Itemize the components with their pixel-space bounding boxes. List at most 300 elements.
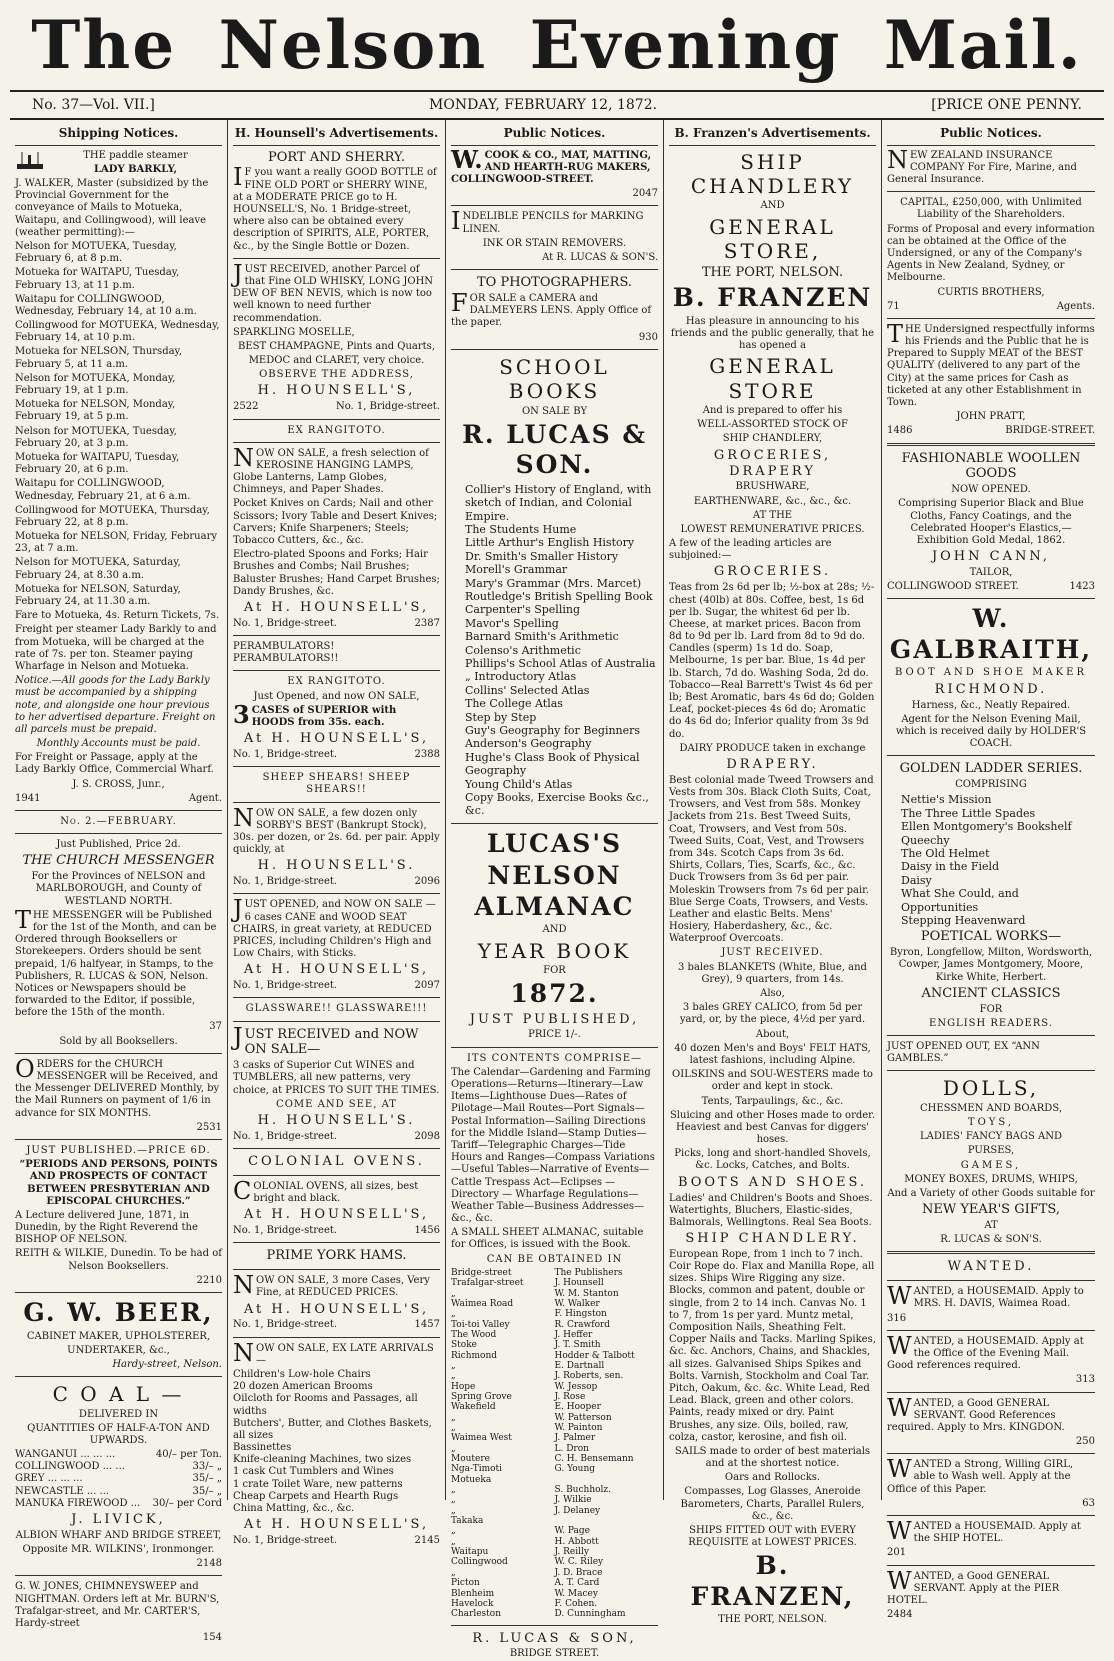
column-hounsell — [228, 120, 446, 1547]
whisky-text: JUST RECEIVED, another Parcel of that Fine OLD WHISKY, LONG JOHN DEW OF BEN NEVIS, which is now too well known to need further recommendation. — [233, 259, 434, 324]
ad-number: 154 — [202, 1632, 222, 1644]
masthead-word-mail: Mail. — [883, 6, 1083, 84]
periods-published: JUST PUBLISHED.—PRICE 6D. — [26, 1144, 211, 1156]
hounsell-at: At H. HOUNSELL'S, — [243, 599, 430, 615]
list-item: Queechy — [901, 833, 950, 847]
ad-number: 316 — [887, 1312, 907, 1324]
sailing-item: Motueka for WAITAPU, Tuesday, February 13, at 11 p.m. — [15, 267, 180, 291]
agent-place: „ — [451, 1360, 456, 1371]
column-public-notices — [446, 120, 664, 1660]
cm-issue: No. 2.—FEBRUARY. — [60, 816, 177, 827]
hounsell-address: No. 1, Bridge-street. — [233, 1225, 338, 1237]
wanted-ad: WANTED a Strong, Willing GIRL, able to Wash well. Apply at the Office of this Paper. — [887, 1455, 1074, 1495]
list-item: Dr. Smith's Smaller History — [465, 549, 619, 563]
hounsell-address: No. 1, Bridge-street. — [233, 980, 338, 992]
cook-text: W.COOK & CO., MAT, MATTING, AND HEARTH-RUG MAKERS, COLLINGWOOD-STREET. — [451, 144, 652, 185]
boots-heading: BOOTS AND SHOES. — [677, 1174, 868, 1190]
agent-name — [555, 1475, 659, 1485]
wanted-ad: WANTED, a Good GENERAL SERVANT. Apply at the PIER HOTEL. — [887, 1566, 1060, 1606]
notice-text: Notice.—All goods for the Lady Barkly must be accompanied by a shipping note, and alongside one hour previous to her advertised departure. Freight on all parcels must be prepaid. — [15, 675, 216, 735]
list-item: Phillips's School Atlas of Australia — [465, 656, 656, 670]
list-item: Collier's History of England, with sketch of Indian, and Colonial Empire. — [465, 482, 652, 523]
divider — [15, 1139, 222, 1140]
divider — [451, 823, 658, 824]
ad-number: 1456 — [414, 1225, 440, 1237]
sailing-item: Nelson for MOTUEKA, Saturday, February 24, at 8.30 a.m. — [15, 557, 181, 581]
divider — [233, 802, 440, 803]
agent-place: Havelock — [451, 1598, 494, 1609]
agent-text: Agent for the Nelson Evening Mail, which is received daily by HOLDER'S COACH. — [895, 713, 1087, 750]
franzen-prepared: And is prepared to offer his — [702, 405, 843, 417]
newyear-lucas: R. LUCAS & SON'S. — [940, 1234, 1042, 1246]
agent-place: „ — [451, 1412, 456, 1423]
poetical-title: POETICAL WORKS— — [920, 929, 1062, 945]
hams-body: NOW ON SALE, 3 more Cases, Very Fine, at REDUCED PRICES. — [233, 1271, 430, 1300]
livick-opposite: Opposite MR. WILKINS', Ironmonger. — [22, 1544, 215, 1556]
ad-number: 2522 — [233, 401, 259, 413]
agent-name: W. Jessop — [554, 1381, 598, 1392]
franzen-chandlery: SHIP CHANDLERY, — [722, 433, 823, 445]
agent-role: Agent. — [188, 792, 222, 804]
franzen-footer-name: B. FRANZEN, — [690, 1551, 855, 1611]
issue-price: [PRICE ONE PENNY. — [931, 97, 1082, 113]
divider — [451, 1625, 658, 1626]
list-item: Step by Step — [465, 710, 537, 724]
divider — [233, 670, 440, 671]
lucas-footer: R. LUCAS & SON, — [472, 1630, 637, 1646]
divider — [233, 1148, 440, 1149]
hounsell-at: At H. HOUNSELL'S, — [243, 1517, 430, 1533]
ancient-title: ANCIENT CLASSICS — [921, 985, 1061, 1001]
divider — [15, 810, 222, 811]
wanted-ad: WANTED, a HOUSEMAID. Apply to MRS. H. DAVIS, Waimea Road. — [887, 1282, 1084, 1311]
sailing-item: Motueka for NELSON, Thursday, February 5, at 11 a.m. — [15, 346, 183, 370]
agent-name: J. Delaney — [554, 1505, 601, 1516]
hounsell-address: No. 1, Bridge-street. — [233, 1319, 338, 1331]
list-item: Mavor's Spelling — [465, 616, 559, 630]
hats-text: 40 dozen Men's and Boys' FELT HATS, latest fashions, including Alpine. — [674, 1042, 871, 1066]
wanted-ad: WANTED a HOUSEMAID. Apply at the SHIP HOTEL. — [887, 1517, 1081, 1545]
list-item: Nettie's Mission — [901, 793, 992, 807]
golden-series-list — [901, 793, 1095, 927]
champagne-text: BEST CHAMPAGNE, Pints and Quarts, — [238, 340, 435, 352]
steamer-name: LADY BARKLY, — [93, 163, 178, 175]
hounsell-address: No. 1, Bridge-street. — [233, 1535, 338, 1547]
ad-number: 2148 — [196, 1558, 222, 1570]
agent-place: Nga-Timoti — [451, 1464, 503, 1475]
agent-name: J. T. Smith — [554, 1340, 601, 1351]
table-row — [15, 1473, 222, 1485]
franzen-earthen: EARTHENWARE, &c., &c., &c. — [693, 495, 852, 507]
steamship-icon — [15, 150, 45, 172]
agent-name: W. M. Stanton — [554, 1288, 619, 1299]
sluicing-text: Sluicing and other Hoses made to order. Heaviest and best Canvas for diggers' hoses. — [669, 1109, 876, 1146]
agent-place: Moutere — [451, 1454, 491, 1465]
livick-address: ALBION WHARF AND BRIDGE STREET, — [15, 1529, 222, 1541]
just-received: JUST RECEIVED. — [721, 947, 824, 959]
opened-text: JUST OPENED OUT, EX “ANN GAMBLES.” — [887, 1041, 1040, 1065]
column-heading: H. Hounsell's Advertisements. — [233, 124, 440, 146]
lamps-text: NOW ON SALE, a fresh selection of KEROSINE HANGING LAMPS, Globe Lanterns, Lamp Globes, Chimneys, and Paper Shades. — [233, 443, 429, 496]
pratt-name: JOHN PRATT, — [956, 411, 1026, 423]
hounsell-address: No. 1, Bridge-street. — [233, 749, 338, 760]
steamer-intro: THE paddle steamer — [83, 149, 188, 161]
column-franzen — [664, 120, 882, 1626]
hounsell-name: H. HOUNSELL'S, — [257, 383, 416, 399]
dateline — [10, 92, 1104, 120]
divider — [233, 419, 440, 420]
franzen-port: THE PORT, NELSON. — [701, 265, 844, 281]
agent-place: Picton — [451, 1578, 480, 1589]
franzen-atthe: AT THE — [752, 509, 793, 521]
cm-body: THE MESSENGER will be Published for the 1st of the Month, and can be Ordered through Booksellers or Storekeepers. Orders should be sent prepaid, 1/6 halfyear, in Stamps, to the Publishers, R. LUCAS & SON, Nelson. Notices or Newspapers should be forwarded to the Editor, if possible, before the 15th of the month. — [15, 905, 217, 1019]
coal-price: 35/– „ — [192, 1485, 222, 1497]
masthead-word-the: The — [31, 6, 177, 84]
agent-place: „ — [451, 1567, 456, 1578]
agent-name: C. H. Bensemann — [554, 1454, 634, 1465]
column-heading: Public Notices. — [887, 124, 1095, 146]
purses-text: PURSES, — [967, 1145, 1015, 1157]
hounsell-name: H. HOUNSELL'S. — [257, 1113, 416, 1128]
list-item: 1 crate Toilet Ware, new patterns — [233, 1478, 403, 1490]
franzen-few: A few of the leading articles are subjoined:— — [669, 538, 832, 562]
coal-price: 30/– per Cord — [152, 1497, 222, 1509]
just-published: JUST PUBLISHED, — [469, 1011, 640, 1027]
ad-number: 2531 — [196, 1121, 222, 1133]
table-row — [15, 1498, 222, 1510]
agent-name: W. Macey — [554, 1588, 598, 1599]
arrivals-list — [233, 1369, 440, 1515]
masthead — [10, 0, 1104, 92]
sailing-item: Waitapu for COLLINGWOOD, Wednesday, February 21, at 6 a.m. — [15, 478, 191, 502]
columns — [10, 120, 1104, 1660]
list-item: Guy's Geography for Beginners — [465, 724, 641, 738]
ad-number: 2210 — [196, 1274, 222, 1286]
boots-text: Ladies' and Children's Boots and Shoes. Watertights, Bluchers, Elastic-sides, Balmorals, Wellingtons. Real Sea Boots. — [669, 1192, 873, 1228]
about-text: About, — [755, 1028, 790, 1040]
franzen-ship-chandlery: SHIP CHANDLERY — [690, 149, 855, 199]
dolls-text: DOLLS, — [942, 1076, 1040, 1101]
hounsell-at: At H. HOUNSELL'S, — [243, 1301, 430, 1317]
column-heading: Shipping Notices. — [15, 124, 222, 146]
small-almanac-text: A SMALL SHEET ALMANAC, suitable for Offices, is issued with the Book. — [451, 1227, 644, 1251]
agent-name: The Publishers — [554, 1267, 623, 1278]
agent-name: W. Walker — [554, 1298, 600, 1309]
divider — [15, 1575, 222, 1576]
shears-title: SHEEP SHEARS! SHEEP SHEARS!! — [262, 772, 411, 796]
almanac-title-3: YEAR BOOK — [477, 938, 632, 963]
divider — [233, 258, 440, 259]
ad-number: 2388 — [414, 749, 440, 760]
divider — [15, 833, 222, 834]
wanted-ad: WANTED, a HOUSEMAID. Apply at the Office of the Evening Mail. Good references required. — [887, 1331, 1084, 1372]
divider — [15, 1292, 222, 1293]
now-opened: NOW OPENED. — [951, 484, 1031, 496]
agent-name: S. Buchholz. — [554, 1485, 612, 1496]
agent-place: „ — [451, 1495, 456, 1506]
hounsell-name: H. HOUNSELL'S. — [257, 858, 416, 874]
freight-text: Freight per steamer Lady Barkly to and from Motueka, will be charged at the rate of 7s. per ton. Steamer paying Wharfage in Nelson and Motueka. — [15, 624, 217, 672]
almanac-title-1: LUCAS'S — [486, 828, 623, 858]
agent-place: Spring Grove — [451, 1391, 512, 1402]
coal-price-table — [15, 1449, 222, 1510]
port-body: IF you want a really GOOD BOTTLE of FINE OLD PORT or SHERRY WINE, at a MODERATE PRICE go to H. HOUNSELL'S, No. 1 Bridge-street, where also can be obtained every description of SPIRITS, ALE, PORTER, &c., by the Single Bottle or Dozen. — [233, 163, 437, 252]
poets-text: Byron, Longfellow, Milton, Wordsworth, Cowper, James Montgomery, Moore, Kirke White, Herbert. — [889, 947, 1093, 983]
list-item: Routledge's British Spelling Book — [465, 589, 653, 603]
hounsell-at: At H. HOUNSELL'S, — [243, 731, 430, 747]
list-item: Mary's Grammar (Mrs. Marcet) — [465, 576, 642, 590]
beer-line: UNDERTAKER, &c., — [67, 1344, 170, 1356]
agent-name: J. Wilkie — [554, 1495, 592, 1506]
comprising-text: Comprising Superior Black and Blue Cloths, Fancy Coatings, and the Celebrated Hooper's Elastics,—Exhibition Gold Medal, 1862. — [898, 498, 1084, 547]
cm-for: For the Provinces of NELSON and MARLBOROUGH, and County of WESTLAND NORTH. — [31, 871, 206, 907]
divider — [887, 1453, 1095, 1454]
ad-number: 1457 — [414, 1319, 440, 1331]
list-item: What She Could, and Opportunities — [901, 887, 1019, 914]
ad-number: 2096 — [414, 876, 440, 888]
ad-number: 1486 — [887, 425, 913, 437]
glassware-body: JUST RECEIVED and NOW ON SALE— — [233, 1022, 419, 1058]
harness-text: Harness, &c., Neatly Repaired. — [911, 699, 1071, 711]
franzen-groceries: GROCERIES, DRAPERY — [713, 447, 832, 479]
bags-text: LADIES' FANCY BAGS AND — [920, 1131, 1062, 1143]
list-item: Young Child's Atlas — [465, 777, 573, 791]
issue-date: MONDAY, FEBRUARY 12, 1872. — [429, 97, 658, 113]
divider — [451, 349, 658, 350]
ad-number: 37 — [209, 1021, 222, 1033]
hams-title: PRIME YORK HAMS. — [266, 1248, 407, 1264]
agent-name: J. Palmer — [554, 1433, 596, 1444]
forms-text: Forms of Proposal and every information can be obtained at the Office of the Undersigned, or any of the Company's Agents in New Zealand, Sydney, or Melbourne. — [887, 223, 1095, 284]
apply-text: For Freight or Passage, apply at the Lady Barkly Office, Commercial Wharf. — [15, 752, 214, 776]
chairs-text: JUST OPENED, and NOW ON SALE —6 cases CANE and WOOD SEAT CHAIRS, in great variety, at REDUCED PRICES, including Children's High and Low Chairs, with Sticks. — [233, 895, 436, 960]
ad-number: 1941 — [15, 792, 41, 804]
agent-place: The Wood — [451, 1329, 497, 1340]
list-item: Colenso's Arithmetic — [465, 643, 581, 657]
divider — [233, 442, 440, 443]
beer-name: G. W. BEER, — [23, 1298, 214, 1328]
agent-name: J. D. Brace — [554, 1567, 603, 1578]
agent-name: J. Rose — [554, 1391, 586, 1402]
almanac-title-2: NELSON ALMANAC — [474, 861, 635, 921]
sailing-item: Motueka for NELSON, Saturday, February 24, at 11.30 a.m. — [15, 583, 181, 607]
divider — [233, 1269, 440, 1270]
capital-text: CAPITAL, £250,000, with Unlimited Liability of the Shareholders. — [900, 197, 1082, 221]
franzen-and: AND — [760, 200, 785, 212]
glassware-title: GLASSWARE!! GLASSWARE!!! — [245, 1003, 428, 1015]
sailing-item: Waitapu for COLLINGWOOD, Wednesday, February 14, at 10 a.m. — [15, 293, 197, 317]
agent-place: „ — [451, 1536, 456, 1547]
cm-sold: Sold by all Booksellers. — [59, 1035, 178, 1047]
agent-place: Waimea West — [451, 1433, 512, 1444]
english-readers: ENGLISH READERS. — [929, 1017, 1053, 1029]
agent-name: J. Hounsell — [554, 1278, 604, 1289]
coal-subtitle: DELIVERED IN — [78, 1408, 159, 1420]
port-title: PORT AND SHERRY. — [267, 149, 406, 165]
games-text: GAMES, — [960, 1159, 1022, 1171]
list-item: China Matting, &c., &c. — [233, 1503, 355, 1515]
agent-place: „ — [451, 1443, 456, 1454]
list-item: Copy Books, Exercise Books &c., &c. — [465, 791, 649, 818]
agents-list — [451, 1268, 658, 1620]
cm-title: THE CHURCH MESSENGER — [22, 853, 215, 869]
periods-publisher: REITH & WILKIE, Dunedin. To be had of Nelson Booksellers. — [15, 1248, 222, 1272]
divider — [233, 1021, 440, 1022]
divider — [887, 1280, 1095, 1281]
divider — [233, 1175, 440, 1176]
contents-text: The Calendar—Gardening and Farming Operations—Returns—Itinerary—Law Items—Lighthouse Dues—Rates of Pilotage—Mail Routes—Port Signals—Postal Information—Sailing Directions for the Middle Island—Stamp Duties—Tariff—Telegraphic Charges—Tide Hours and Ranges—Compass Variations—Useful Tables—Narrative of Events—Cattle Trespass Act—Eclipses — Directory — Wharfage Regulations—Weather Table—Business Addresses—&c., &c. — [451, 1066, 655, 1225]
toys-text: TOYS, — [967, 1116, 1015, 1128]
column-shipping — [10, 120, 228, 1644]
agent-signature: J. S. CROSS, Junr., — [72, 778, 165, 790]
agent-name — [555, 1516, 659, 1526]
almanac-for: FOR — [543, 964, 566, 976]
glassware-desc: 3 casks of Superior Cut WINES and TUMBLERS, all new patterns, very choice, at PRICES TO SUIT THE TIMES. — [233, 1060, 440, 1096]
books-list — [465, 483, 658, 818]
agent-name: F. Cohen. — [554, 1598, 598, 1609]
table-row — [15, 1449, 222, 1461]
newyear-text: NEW YEAR'S GIFTS, — [921, 1202, 1060, 1218]
agent-name: G. Young — [554, 1464, 596, 1475]
cann-address: COLLINGWOOD STREET. — [887, 581, 1019, 593]
pencils-text: INDELIBLE PENCILS for MARKING LINEN. — [451, 207, 644, 236]
periods-title: “PERIODS AND PERSONS, POINTS AND PROSPECTS OF CONTACT BETWEEN PRESBYTERIAN AND EPISCOPAL CHURCHES.” — [19, 1159, 218, 1207]
almanac-year: 1872. — [510, 979, 599, 1009]
golden-sub: COMPRISING — [955, 779, 1027, 791]
table-row — [15, 1461, 222, 1473]
sailing-item: Motueka for NELSON, Friday, February 23, at 7 a.m. — [15, 531, 218, 555]
franzen-lowest: LOWEST REMUNERATIVE PRICES. — [680, 523, 865, 535]
obtained-heading: CAN BE OBTAINED IN — [486, 1253, 623, 1265]
list-item: The Old Helmet — [901, 846, 990, 860]
ship-chandlery-heading: SHIP CHANDLERY. — [685, 1231, 860, 1247]
agent-name: J. Reilly — [554, 1547, 589, 1558]
chessmen-text: CHESSMEN AND BOARDS, — [919, 1102, 1062, 1114]
agent-place: Motueka — [451, 1474, 492, 1485]
column-heading: Public Notices. — [451, 124, 658, 146]
divider — [233, 1337, 440, 1338]
compasses-text: Compasses, Log Glasses, Aneroide Barometers, Charts, Parallel Rulers, &c., &c. — [680, 1486, 865, 1522]
franzen-general-store: GENERAL STORE, — [709, 214, 836, 263]
divider — [451, 269, 658, 270]
masthead-word-evening: Evening — [529, 6, 842, 84]
galbraith-place: RICHMOND. — [934, 681, 1048, 697]
ship-chandlery-text: European Rope, from 1 inch to 7 inch. Coir Rope do. Flax and Manilla Rope, all sizes. Ships Wire Rigging any size. Blocks, common and patent, double or single, from 2 to 14 inch. Canvas No. 1 to 7, from 1s per yard. Muntz metal, Composition Nails, Sheathing Felt. Copper Nails and Tacks. Marling Spikes, &c. &c. Anchors, Chains, and Shackles, all sizes. Galvanised Ships Spikes and Bolts. Varnish, Stockholm and Coal Tar. Pitch, Oakum, &c. &c. White Lead, Red Lead. Black, green and other colors. Paints, ready mixed or dry. Paint Brushes, any size. Oils, boiled, raw, colza, castor, kerosine, and fish oil. — [669, 1248, 876, 1443]
table-row — [15, 1486, 222, 1498]
fitted-text: SHIPS FITTED OUT with EVERY REQUISITE at LOWEST PRICES. — [688, 1525, 857, 1549]
newyear-at: AT — [984, 1219, 998, 1231]
sailing-item: Nelson for MOTUEKA, Monday, February 19, at 1 p.m. — [15, 372, 176, 396]
tents-text: Tents, Tarpaulings, &c., &c. — [701, 1095, 844, 1107]
agent-name: L. Dron — [554, 1443, 589, 1454]
agent-place: Waitapu — [451, 1547, 489, 1558]
coal-price: 40/– per Ton. — [155, 1449, 222, 1461]
perambulators-title: PERAMBULATORS! PERAMBULATORS!! — [233, 641, 339, 665]
agent-place: Wakefield — [451, 1402, 496, 1413]
ad-number: 201 — [887, 1547, 907, 1559]
hounsell-at: At H. HOUNSELL'S, — [243, 1207, 430, 1223]
list-item: Stepping Heavenward — [901, 913, 1026, 927]
beer-address: Hardy-street, Nelson. — [112, 1358, 222, 1370]
list-item: Collins' Selected Atlas — [465, 683, 590, 697]
ovens-title: COLONIAL OVENS. — [248, 1154, 425, 1170]
groceries-text: Teas from 2s 6d per lb; ½-box at 28s; ½-chest (40lb) at 80s. Coffee, best, 1s 6d per lb. Sugar, the whitest 6d per lb. Cheese, at market prices. Bacon from 8d to 9d per lb. Lard from 8d to 9d do. Candles (sperm) 1s 1d do. Soap, Melbourne, 1s per bar. Blue, 1s 4d per lb. Starch, 7d do. Washing Soda, 2d do. Tobacco—Real Barrett's Twist 4s 6d per lb; Best Aromatic, bars 4s 6d do; Golden Leaf, pocket-pieces 4s 6d do; Aromatic do 4s 6d do; Inferior quality from 3s 9d do. — [669, 582, 875, 740]
agent-place: Collingwood — [451, 1557, 508, 1568]
agent-name: E. Hooper — [554, 1402, 601, 1413]
sailing-item: Motueka for WAITAPU, Tuesday, February 20, at 6 p.m. — [15, 451, 180, 476]
agent-place: Bridge-street — [451, 1267, 512, 1278]
come-see-text: COME AND SEE, AT — [276, 1098, 397, 1110]
agent-name: W. Patterson — [554, 1412, 612, 1423]
sailing-item: Nelson for MOTUEKA, Tuesday, February 6, at 8 p.m. — [15, 240, 177, 265]
franzen-name: B. FRANZEN — [672, 283, 873, 313]
agent-place: Waimea Road — [451, 1298, 514, 1309]
variety-text: And a Variety of other Goods suitable for — [887, 1187, 1095, 1199]
agent-name: E. Dartnall — [554, 1360, 605, 1371]
agent-name: J. Heffer — [554, 1329, 593, 1340]
money-text: MONEY BOXES, DRUMS, WHIPS, — [904, 1173, 1078, 1185]
agent-place: „ — [451, 1485, 456, 1496]
franzen-gstore: GENERAL STORE — [709, 354, 836, 403]
agent-place: Trafalgar-street — [451, 1278, 524, 1289]
lucas-name: R. LUCAS & SON. — [462, 419, 647, 480]
franzen-assorted: WELL-ASSORTED STOCK OF — [697, 419, 848, 431]
ad-number: 2097 — [414, 980, 440, 992]
list-item: Ellen Montgomery's Bookshelf — [901, 820, 1072, 834]
hounsell-address: No. 1, Bridge-street. — [335, 401, 440, 413]
arrivals-title: NOW ON SALE, EX LATE ARRIVALS— — [233, 1338, 434, 1367]
list-item: Carpenter's Spelling — [465, 603, 580, 617]
divider — [15, 1053, 222, 1054]
orders-text: ORDERS for the CHURCH MESSENGER will be Received, and the Messenger DELIVERED Monthly, by the Mail Runners on payment of 1/6 in advance for SIX MONTHS. — [15, 1054, 220, 1119]
ad-number: 63 — [1082, 1497, 1095, 1509]
franzen-brushware: BRUSHWARE, — [735, 481, 810, 493]
franzen-pleasure: Has pleasure in announcing to his friends and the public generally, that he has opened a — [670, 315, 875, 352]
nzi-text: NEW ZEALAND INSURANCE COMPANY For Fire, Marine, and General Insurance. — [887, 145, 1077, 185]
school-books-title: SCHOOL BOOKS — [499, 354, 610, 404]
agent-name: W. C. Riley — [554, 1557, 604, 1568]
divider — [451, 205, 658, 206]
divider — [233, 635, 440, 636]
agent-name: A. T. Card — [554, 1578, 600, 1589]
rangitoto-text: EX RANGITOTO. — [287, 676, 386, 688]
sailing-item: Motueka for NELSON, Monday, February 19, at 5 p.m. — [15, 399, 176, 423]
beer-line: CABINET MAKER, UPHOLSTERER, — [26, 1330, 211, 1342]
list-item: Cheap Carpets and Hearth Rugs — [233, 1490, 399, 1502]
wanted-ad: WANTED, a Good GENERAL SERVANT. Good References required. Apply to Mrs. KINGDON. — [887, 1393, 1065, 1433]
sailing-item: Collingwood for MOTUEKA, Wednesday, February 14, at 10 p.m. — [15, 320, 220, 344]
hounsell-address: No. 1, Bridge-street. — [233, 876, 338, 888]
divider — [233, 1242, 440, 1243]
agent-place: Blenheim — [451, 1588, 495, 1599]
galbraith-trade: BOOT AND SHOE MAKER — [895, 667, 1087, 679]
ovens-body: COLONIAL OVENS, all sizes, best bright and black. — [233, 1176, 419, 1205]
agent-name: Hodder & Talbott — [554, 1350, 635, 1361]
agent-place: „ — [451, 1288, 456, 1299]
ad-number: 2484 — [887, 1609, 913, 1621]
divider — [887, 1330, 1095, 1331]
issue-number: No. 37—Vol. VII.] — [32, 97, 155, 113]
divider — [233, 997, 440, 998]
divider — [233, 893, 440, 894]
knives-text: Pocket Knives on Cards; Nail and other Scissors; Ivory Table and Desert Knives; Carvers; Knife Sharpeners; Steels; Tobacco Cutters, &c., &c. — [233, 498, 438, 547]
ad-number: 1423 — [1069, 581, 1095, 593]
divider — [887, 1035, 1095, 1036]
list-item: Morell's Grammar — [465, 563, 568, 577]
column-heading: B. Franzen's Advertisements. — [669, 124, 876, 146]
agent-place: „ — [451, 1423, 456, 1434]
list-item: Barnard Smith's Arithmetic — [465, 630, 619, 644]
